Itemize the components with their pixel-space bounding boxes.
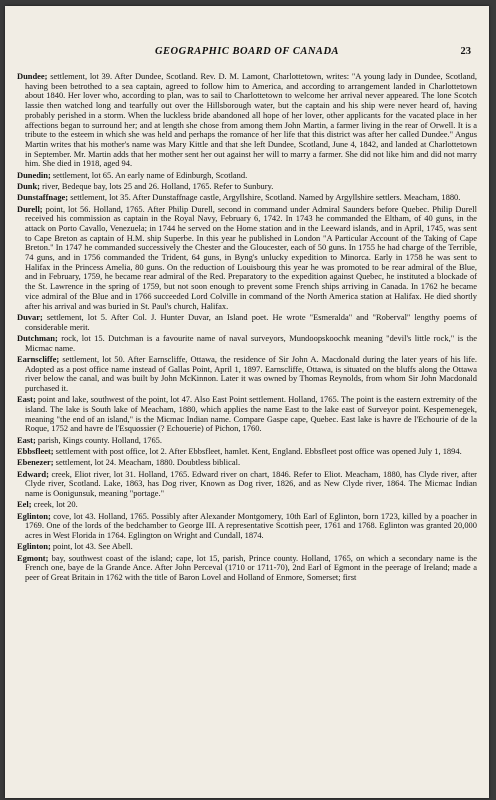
gazetteer-entry bbox=[17, 193, 477, 203]
gazetteer-entry bbox=[17, 470, 477, 499]
gazetteer-entry bbox=[17, 171, 477, 181]
entry-term: Dunstaffnage; bbox=[17, 192, 69, 203]
entry-text: rock, lot 15. Dutchman is a favourite name of naval surveyors, Mundoopskoochk meaning "devil's little rock," is the Micmac name. bbox=[25, 332, 477, 353]
gazetteer-entry bbox=[17, 395, 477, 434]
entry-term: East; bbox=[17, 394, 36, 405]
entry-text: settlement, lot 65. An early name of Edinburgh, Scotland. bbox=[50, 169, 248, 180]
entry-term: Dutchman; bbox=[17, 332, 58, 343]
entry-term: Egmont; bbox=[17, 552, 49, 563]
entries-list bbox=[17, 72, 477, 584]
gazetteer-entry bbox=[17, 436, 477, 446]
entry-text: point, lot 56. Holland, 1765. After Philip Durell, second in command under Admiral Saunders before Quebec. Philip Durell received his commission as captain in the Royal Navy, February 6, 1742. In 1743 he commanded the Eltham, of 40 guns, in the attack on Porto Cavallo, Venezuela; in 1744 he served on the Home station and in the Leeward islands, and in April, 1745, was sent to Cape Breton as captain of H.M. ship Superbe. In this year he published in London "A Particular Account of the Taking of Cape Breton." In 1747 he commanded successively the Chester and the Gloucester, each of 50 guns. In 1755 he had charge of the Terrible, 74 guns, and in 1756 commanded the Trident, 64 guns, in Byng's unlucky expedition to Minorca. Early in 1758 he was sent to Halifax in the Princess Amelia, 80 guns. On the reduction of Louisbourg this year he was promoted to be rear admiral of the Blue, and in February, 1759, he became rear admiral of the Red. Preparatory to the expedition against Quebec, he instituted a blockade of the St. Lawrence in the spring of 1759, but not soon enough to prevent some French ships arriving in Canada. In 1762 he became vice admiral of the Blue and in 1766 succeeded Lord Colville in command of the North America station at Halifax. He died shortly after his arrival and was buried in St. Paul's church, Halifax. bbox=[25, 203, 477, 311]
entry-text: settlement, lot 35. After Dunstaffnage castle, Argyllshire, Scotland. Named by Argyllshire settlers. Meacham, 1880. bbox=[68, 192, 461, 203]
gazetteer-entry bbox=[17, 205, 477, 312]
entry-text: cove, lot 43. Holland, 1765. Possibly after Alexander Montgomery, 10th Earl of Eglinton, born 1723, killed by a poacher in 1769. One of the lords of the bedchamber to George III. A representative Scottish peer, 1761 and 1768. Eglinton was granted 20,000 acres in West Florida in 1764. Eglington on Wright and Cundall, 1874. bbox=[25, 510, 477, 540]
entry-term: East; bbox=[17, 434, 36, 445]
entry-term: Dunk; bbox=[17, 180, 40, 191]
entry-text: settlement, lot 24. Meacham, 1880. Doubtless biblical. bbox=[53, 457, 241, 468]
entry-term: Durell; bbox=[17, 203, 43, 214]
entry-text: river, Bedeque bay, lots 25 and 26. Holland, 1765. Refer to Sunbury. bbox=[39, 180, 274, 191]
entry-text: settlement, lot 39. After Dundee, Scotland. Rev. D. M. Lamont, Charlottetown, writes: "A young lady in Dundee, Scotland, having been betrothed to a sea captain, agreed to follow him to America, and according to arrangement landed in Charlottetown about 1840. Her lover who, according to plan, was to sail to Charlottetown to welcome her arrival never appeared. The lone Scotch lassie then watched long and tearfully out over the Hillsborough water, but the captain and his ship were never heard of, having probably perished in a storm. When the luckless bride abandoned all hope of her lover, other applicants for the vacated place in her affections began to surround her; and at length she chose from among them John Martin, a farmer living in the rear of Orwell. It is a tribute to the esteem in which she was held and perhaps the romance of her life that this district was after her called Dundee." Angus Martin writes that his mother's name was Mary Kittle and that she left Dundee, Scotland, June 4, 1842, and landed at Charlottetown in September. Mr. Martin adds that her mother sent her out against her will to marry a farmer. She did not like him and did not marry him. She died in 1918, aged 94. bbox=[25, 71, 477, 169]
page-number: 23 bbox=[460, 46, 471, 57]
entry-text: creek, Eliot river, lot 31. Holland, 1765. Edward river on chart, 1846. Refer to Eliot. Meacham, 1880, has Clyde river, after Clyde river, Scotland. Lake, 1863, has Dog river, Known as Dog river, 1826, and as New Clyde river, 1864. The Micmac Indian name is Oonigunsuk, meaning "portage." bbox=[25, 468, 477, 498]
entry-term: Earnscliffe; bbox=[17, 353, 60, 364]
gazetteer-entry bbox=[17, 313, 477, 332]
entry-term: Duvar; bbox=[17, 311, 43, 322]
entry-term: Edward; bbox=[17, 468, 49, 479]
entry-text: point, lot 43. See Abell. bbox=[50, 541, 133, 552]
entry-term: Ebbsfleet; bbox=[17, 445, 54, 456]
gazetteer-entry bbox=[17, 355, 477, 394]
entry-term: Eglinton; bbox=[17, 541, 51, 552]
page-header bbox=[17, 46, 477, 60]
gazetteer-entry bbox=[17, 334, 477, 353]
gazetteer-entry bbox=[17, 447, 477, 457]
entry-term: Dunedin; bbox=[17, 169, 51, 180]
gazetteer-entry bbox=[17, 512, 477, 541]
entry-text: settlement, lot 50. After Earnscliffe, Ottawa, the residence of Sir John A. Macdonald during the later years of his life. Adopted as a post office name instead of Gallas Point, April 1, 1897. Earnscliffe, Ottawa, is situated on the bluffs along the Ottawa river below the canal, and was built by John McKinnon. Later it was owned by Thomas Reynolds, from whom Sir John Macdonald purchased it. bbox=[25, 353, 477, 393]
entry-text: settlement, lot 5. After Col. J. Hunter Duvar, an Island poet. He wrote "Esmeralda" and "Roberval" lengthy poems of considerable merit. bbox=[25, 311, 477, 332]
entry-text: bay, southwest coast of the island; cape, lot 15, parish, Prince county. Holland, 1765, on which a secondary name is the French one, baye de la Grande Ance. After John Perceval (1710 or 1711-70), 2nd Earl of Egmont in the peerage of Ireland; made a peer of Great Britain in 1762 with the title of Baron Lovel and Holland of Enmore, Somerset; first bbox=[25, 552, 477, 582]
gazetteer-entry bbox=[17, 554, 477, 583]
gazetteer-entry bbox=[17, 542, 477, 552]
entry-term: Dundee; bbox=[17, 71, 48, 81]
entry-term: Ebenezer; bbox=[17, 457, 54, 468]
entry-term: Eglinton; bbox=[17, 510, 51, 521]
entry-text: creek, lot 20. bbox=[31, 499, 78, 510]
gazetteer-entry bbox=[17, 72, 477, 169]
gazetteer-entry bbox=[17, 500, 477, 510]
entry-text: point and lake, southwest of the point, lot 47. Also East Point settlement. Holland, 1765. The point is the eastern extremity of the island. The lake is South lake of Meacham, 1880, which applies the name East to the lake east of Surveyor point. Kespemenegek, meaning "the end of an island," is the Micmac Indian name. Compare Gaspe cape, Quebec. East lake is havre de l'Echourie of de la Roque, 1752 and havre de l'Esquossier (? Echouerie) of Pichon, 1760. bbox=[25, 394, 477, 434]
document-page bbox=[5, 6, 489, 798]
running-title: GEOGRAPHIC BOARD OF CANADA bbox=[154, 46, 340, 57]
entry-text: parish, Kings county. Holland, 1765. bbox=[35, 434, 162, 445]
entry-term: Eel; bbox=[17, 499, 32, 510]
entry-text: settlement with post office, lot 2. After Ebbsfleet, hamlet. Kent, England. Ebbsfleet post office was opened July 1, 1894. bbox=[53, 445, 462, 456]
gazetteer-entry bbox=[17, 182, 477, 192]
gazetteer-entry bbox=[17, 458, 477, 468]
